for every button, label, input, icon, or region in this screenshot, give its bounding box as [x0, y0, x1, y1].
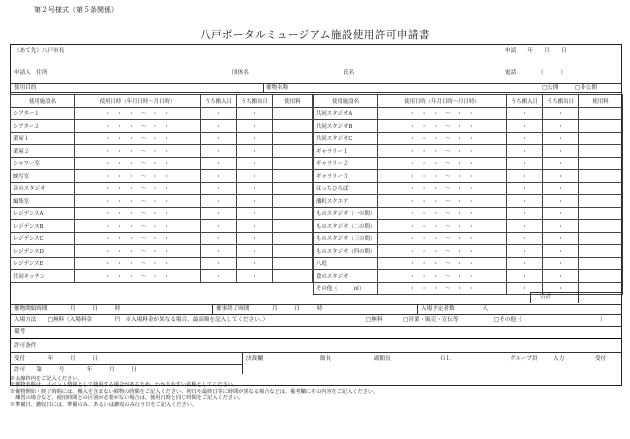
fee-field[interactable] [579, 257, 623, 270]
carry-in-field[interactable]: ・ [507, 157, 543, 170]
fee-field[interactable] [273, 195, 313, 208]
deputy-label: 副館長 [374, 356, 391, 362]
facility-name: ものスタジオ（三の間） [314, 232, 378, 245]
facility-name: レジデンスE [11, 257, 75, 270]
fee-field[interactable] [273, 107, 313, 120]
facility-row [11, 120, 313, 133]
carry-in-field[interactable]: ・ [507, 132, 543, 145]
facility-name: 八庭 [314, 257, 378, 270]
phone-paren: （ ） [538, 70, 566, 76]
event-start-time: 催物開始時間 月 日 時 [14, 306, 121, 312]
addressee: （あて先）八戸市長 [14, 48, 65, 54]
carry-out-field[interactable]: ・ [543, 220, 579, 233]
carry-out-field[interactable]: ・ [543, 270, 579, 283]
facility-row [314, 132, 623, 145]
datetime-field[interactable]: ・ ・ ・ ～ ・ ・ [75, 120, 201, 133]
datetime-field[interactable]: ・ ・ ・ ～ ・ ・ [378, 245, 507, 258]
datetime-field[interactable]: ・ ・ ・ ～ ・ ・ [75, 207, 201, 220]
facility-name: 映写室 [11, 170, 75, 183]
event-end-time: 催事終了時間 月 日 時 [216, 306, 323, 312]
carry-out-field[interactable]: ・ [543, 232, 579, 245]
datetime-field[interactable]: ・ ・ ・ ～ ・ ・ [75, 220, 201, 233]
facility-table-left [10, 94, 313, 283]
datetime-field[interactable]: ・ ・ ・ ～ ・ ・ [75, 195, 201, 208]
facility-name: 共同キッチン [11, 270, 75, 283]
facility-name: シアター２ [11, 120, 75, 133]
facility-row [314, 220, 623, 233]
carry-out-field[interactable]: ・ [237, 257, 273, 270]
carry-in-field[interactable]: ・ [201, 270, 237, 283]
fee-field[interactable] [273, 170, 313, 183]
fee-field[interactable] [273, 145, 313, 158]
col-carry-in: うち搬入日 [507, 95, 543, 108]
facility-name: 共同スタジオA [314, 107, 378, 120]
fee-field[interactable] [579, 232, 623, 245]
carry-in-field[interactable]: ・ [507, 245, 543, 258]
fee-field[interactable] [273, 232, 313, 245]
fee-field[interactable] [579, 182, 623, 195]
remarks-label: 備考 [14, 329, 26, 335]
carry-out-field[interactable]: ・ [237, 195, 273, 208]
carry-out-field[interactable]: ・ [543, 245, 579, 258]
facility-name: ものスタジオ（一の間） [314, 207, 378, 220]
facility-name: 共同スタジオC [314, 132, 378, 145]
private-checkbox[interactable]: □非公開 [575, 85, 598, 91]
facility-name: 業屋２ [11, 145, 75, 158]
carry-in-field[interactable]: ・ [201, 245, 237, 258]
datetime-field[interactable]: ・ ・ ・ ～ ・ ・ [378, 195, 507, 208]
fee-field[interactable] [579, 157, 623, 170]
col-carry-in: うち搬入日 [201, 95, 237, 108]
fee-field[interactable] [273, 182, 313, 195]
facility-row [11, 207, 313, 220]
datetime-field[interactable]: ・ ・ ・ ～ ・ ・ [378, 257, 507, 270]
datetime-field[interactable]: ・ ・ ・ ～ ・ ・ [378, 170, 507, 183]
carry-in-field[interactable]: ・ [201, 132, 237, 145]
carry-out-field[interactable]: ・ [237, 232, 273, 245]
facility-row [314, 207, 623, 220]
other-close-paren: ） [600, 317, 606, 323]
carry-in-field[interactable]: ・ [507, 120, 543, 133]
facility-row [314, 257, 623, 270]
gl-label: ＧＬ [440, 356, 452, 362]
carry-in-field[interactable]: ・ [201, 182, 237, 195]
facility-name: レジデンスD [11, 245, 75, 258]
facility-row [314, 107, 623, 120]
datetime-field[interactable]: ・ ・ ・ ～ ・ ・ [378, 207, 507, 220]
carry-in-field[interactable]: ・ [201, 107, 237, 120]
carry-in-field[interactable]: ・ [201, 207, 237, 220]
name-label: 氏名 [343, 70, 355, 76]
note-line: ※催物名称は、イベント情報として使用する場合があるため、わかりやすい名称としてください。 [10, 382, 239, 389]
carry-in-field[interactable]: ・ [201, 257, 237, 270]
col-datetime: 使用日時（年月日時～月日時） [378, 95, 507, 108]
facility-row [11, 145, 313, 158]
fee-field[interactable] [579, 207, 623, 220]
fee-field[interactable] [579, 120, 623, 133]
carry-out-field[interactable]: ・ [237, 207, 273, 220]
carry-out-field[interactable]: ・ [543, 282, 579, 295]
carry-in-field[interactable]: ・ [201, 195, 237, 208]
note-line: 練習の場合など、使用時間との区別が必要がない場合は、使用日時と同じ時間をご記入ください。 [10, 395, 244, 402]
carry-out-field[interactable]: ・ [237, 220, 273, 233]
datetime-field[interactable]: ・ ・ ・ ～ ・ ・ [75, 157, 201, 170]
carry-in-field[interactable]: ・ [507, 232, 543, 245]
fee-field[interactable] [579, 195, 623, 208]
sales-checkbox[interactable]: □営業・販売・宣伝等 [403, 317, 459, 323]
carry-out-field[interactable]: ・ [543, 257, 579, 270]
fee-field[interactable] [579, 245, 623, 258]
datetime-field[interactable]: ・ ・ ・ ～ ・ ・ [75, 257, 201, 270]
fee-field[interactable] [579, 107, 623, 120]
carry-in-field[interactable]: ・ [201, 120, 237, 133]
datetime-field[interactable]: ・ ・ ・ ～ ・ ・ [378, 220, 507, 233]
carry-out-field[interactable]: ・ [237, 245, 273, 258]
phone-label: 電話 [505, 70, 517, 76]
carry-in-field[interactable]: ・ [507, 207, 543, 220]
facility-row [314, 195, 623, 208]
datetime-field[interactable]: ・ ・ ・ ～ ・ ・ [378, 232, 507, 245]
fee-field[interactable] [579, 170, 623, 183]
facility-name: ギャラリー１ [314, 145, 378, 158]
col-carry-out: うち搬出日 [543, 95, 579, 108]
free-checkbox[interactable]: □無料 [366, 317, 383, 323]
datetime-field[interactable]: ・ ・ ・ ～ ・ ・ [378, 282, 507, 295]
carry-in-field[interactable]: ・ [507, 145, 543, 158]
facility-name: シャワー室 [11, 157, 75, 170]
carry-out-field[interactable]: ・ [237, 182, 273, 195]
datetime-field[interactable]: ・ ・ ・ ～ ・ ・ [75, 170, 201, 183]
datetime-field[interactable]: ・ ・ ・ ～ ・ ・ [378, 145, 507, 158]
col-fee: 使用料 [579, 95, 623, 108]
note-line: ※太線枠内をご記入ください。 [10, 376, 83, 382]
carry-in-field[interactable]: ・ [507, 270, 543, 283]
facility-name: ものスタジオ（二の間） [314, 220, 378, 233]
permit-number: 許可 第 号 年 月 日 [14, 367, 138, 373]
carry-out-field[interactable]: ・ [237, 120, 273, 133]
carry-out-field[interactable]: ・ [543, 207, 579, 220]
other-checkbox[interactable]: □その他（ [494, 317, 522, 323]
col-fee: 使用料 [273, 95, 313, 108]
fee-field[interactable] [579, 132, 623, 145]
datetime-field[interactable]: ・ ・ ・ ～ ・ ・ [75, 145, 201, 158]
col-facility: 使用施設名 [11, 95, 75, 108]
admission-method: 入場方法 □無料（入場料金 円 ※入場料金が異なる場合、最高額を記入してください。） [14, 317, 269, 323]
fee-field[interactable] [273, 157, 313, 170]
facility-name: その他（ ㎡） [314, 282, 378, 295]
col-facility: 使用施設名 [314, 95, 378, 108]
facility-name: 音のスタジオ [11, 182, 75, 195]
carry-out-field[interactable]: ・ [237, 270, 273, 283]
facility-row [11, 257, 313, 270]
facility-row [11, 132, 313, 145]
facility-row [11, 270, 313, 283]
facility-name: 共同スタジオB [314, 120, 378, 133]
public-checkbox[interactable]: □公開 [542, 85, 559, 91]
fee-field[interactable] [273, 207, 313, 220]
facility-row [314, 182, 623, 195]
event-name-label: 催物名称 [266, 85, 289, 91]
facility-name: レジデンスB [11, 220, 75, 233]
facility-name: ものスタジオ（四の間） [314, 245, 378, 258]
facility-row [11, 157, 313, 170]
datetime-field[interactable]: ・ ・ ・ ～ ・ ・ [75, 182, 201, 195]
facility-row [314, 232, 623, 245]
facility-name: レジデンスC [11, 232, 75, 245]
carry-out-field[interactable]: ・ [237, 132, 273, 145]
application-date: 申請 年 月 日 [505, 48, 567, 54]
col-carry-out: うち搬出日 [237, 95, 273, 108]
carry-in-field[interactable]: ・ [507, 170, 543, 183]
facility-row [314, 170, 623, 183]
facility-row [11, 182, 313, 195]
carry-out-field[interactable]: ・ [237, 145, 273, 158]
total-label: 合計 [540, 294, 552, 300]
facility-name: 藩町スクエア [314, 195, 378, 208]
facility-name: ギャラリー３ [314, 170, 378, 183]
fee-field[interactable] [273, 270, 313, 283]
datetime-field[interactable]: ・ ・ ・ ～ ・ ・ [75, 132, 201, 145]
form-number: 第２号様式（第５条関係） [34, 6, 118, 14]
facility-name: 編集室 [11, 195, 75, 208]
note-line: ※催物開始・終了時間には、搬入を含まない催物の時間をご記入ください。初日や最終日等に時間が異なる場合などは、備考欄にその内容をご記入ください。 [10, 388, 379, 395]
carry-out-field[interactable]: ・ [543, 157, 579, 170]
org-name-label: 団体名 [232, 70, 249, 76]
facility-row [11, 170, 313, 183]
datetime-field[interactable]: ・ ・ ・ ～ ・ ・ [378, 132, 507, 145]
facility-name: はっちひろば [314, 182, 378, 195]
form-title: 八戸ポータルミュージアム施設使用許可申請書 [200, 29, 430, 41]
carry-in-field[interactable]: ・ [201, 157, 237, 170]
accept-label: 受付 [595, 356, 607, 362]
facility-row [314, 145, 623, 158]
datetime-field[interactable]: ・ ・ ・ ～ ・ ・ [378, 107, 507, 120]
facility-table-right [313, 94, 623, 295]
fee-field[interactable] [273, 257, 313, 270]
datetime-field[interactable]: ・ ・ ・ ～ ・ ・ [378, 157, 507, 170]
expected-attendance: 入場予定者数 人 [421, 306, 489, 312]
facility-name: ギャラリー２ [314, 157, 378, 170]
group-label: グループ員 [510, 356, 538, 362]
carry-in-field[interactable]: ・ [201, 145, 237, 158]
facility-name: 業屋１ [11, 132, 75, 145]
carry-in-field[interactable]: ・ [507, 107, 543, 120]
datetime-field[interactable]: ・ ・ ・ ～ ・ ・ [75, 270, 201, 283]
carry-out-field[interactable]: ・ [543, 120, 579, 133]
fee-field[interactable] [579, 270, 623, 283]
datetime-field[interactable]: ・ ・ ・ ～ ・ ・ [75, 232, 201, 245]
facility-row [314, 245, 623, 258]
carry-out-field[interactable]: ・ [237, 170, 273, 183]
carry-in-field[interactable]: ・ [201, 232, 237, 245]
facility-row [11, 220, 313, 233]
fee-field[interactable] [273, 132, 313, 145]
carry-in-field[interactable]: ・ [201, 220, 237, 233]
facility-name: レジデンスA [11, 207, 75, 220]
facility-row [314, 157, 623, 170]
facility-row [11, 195, 313, 208]
carry-out-field[interactable]: ・ [237, 107, 273, 120]
director-label: 館長 [320, 356, 332, 362]
carry-out-field[interactable]: ・ [543, 107, 579, 120]
carry-in-field[interactable]: ・ [507, 195, 543, 208]
datetime-field[interactable]: ・ ・ ・ ～ ・ ・ [378, 182, 507, 195]
applicant-address-label: 申請人 住所 [14, 70, 48, 76]
datetime-field[interactable]: ・ ・ ・ ～ ・ ・ [378, 120, 507, 133]
carry-out-field[interactable]: ・ [543, 132, 579, 145]
carry-out-field[interactable]: ・ [543, 182, 579, 195]
facility-row [11, 232, 313, 245]
notes [10, 376, 378, 408]
facility-row [314, 270, 623, 283]
carry-in-field[interactable]: ・ [507, 182, 543, 195]
fee-field[interactable] [579, 220, 623, 233]
carry-out-field[interactable]: ・ [237, 157, 273, 170]
input-label: 入力 [553, 356, 565, 362]
fee-field[interactable] [579, 145, 623, 158]
permit-conditions: 許可条件 [14, 343, 37, 349]
fee-field[interactable] [273, 220, 313, 233]
carry-in-field[interactable]: ・ [507, 282, 543, 295]
datetime-field[interactable]: ・ ・ ・ ～ ・ ・ [75, 245, 201, 258]
facility-row [314, 120, 623, 133]
facility-name: シアター１ [11, 107, 75, 120]
facility-name: 食のスタジオ [314, 270, 378, 283]
received-date: 受付 年 月 日 [14, 356, 98, 362]
facility-row [11, 107, 313, 120]
facility-row [11, 245, 313, 258]
carry-out-field[interactable]: ・ [543, 145, 579, 158]
carry-in-field[interactable]: ・ [507, 220, 543, 233]
approval-label: 決裁欄 [246, 356, 263, 362]
carry-out-field[interactable]: ・ [543, 170, 579, 183]
fee-field[interactable] [273, 245, 313, 258]
note-line: ※準備日、撤収日には、準備のみ、あるいは撤収のみ行う日をご記入ください。 [10, 401, 198, 408]
carry-out-field[interactable]: ・ [543, 195, 579, 208]
carry-in-field[interactable]: ・ [201, 170, 237, 183]
datetime-field[interactable]: ・ ・ ・ ～ ・ ・ [75, 107, 201, 120]
fee-field[interactable] [273, 120, 313, 133]
col-datetime: 使用日時（年月日時～月日時） [75, 95, 201, 108]
purpose-label: 使用目的 [14, 85, 37, 91]
datetime-field[interactable]: ・ ・ ・ ～ ・ ・ [378, 270, 507, 283]
carry-in-field[interactable]: ・ [507, 257, 543, 270]
